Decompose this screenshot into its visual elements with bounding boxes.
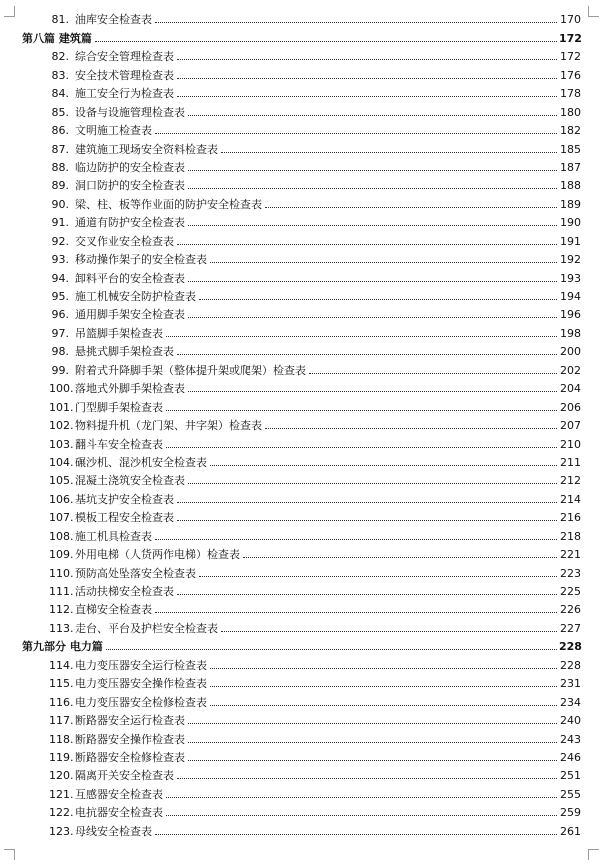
toc-entry-number: 101.: [49, 400, 74, 414]
toc-entry-title: 交叉作业安全检查表: [75, 234, 174, 248]
toc-dot-leader: [188, 723, 557, 724]
toc-entry-title: 临边防护的安全检查表: [75, 160, 185, 174]
toc-page-number: 259: [560, 806, 581, 820]
toc-entry-title: 综合安全管理检查表: [75, 50, 174, 64]
toc-page-number: 196: [560, 308, 581, 322]
toc-entry-number: 103.: [49, 437, 74, 451]
toc-page-number: 194: [560, 290, 581, 303]
toc-entry[interactable]: [22, 156, 581, 174]
toc-entry-number: 100.: [49, 382, 74, 396]
toc-dot-leader: [221, 152, 557, 153]
toc-entry-number: 85.: [51, 105, 69, 119]
toc-page-number: 221: [560, 548, 581, 562]
toc-entry[interactable]: [22, 524, 581, 542]
toc-entry-number: 83.: [51, 68, 69, 82]
toc-dot-leader: [177, 244, 557, 245]
toc-entry-title: 门型脚手架检查表: [75, 400, 163, 414]
toc-entry-number: 117.: [49, 714, 74, 728]
toc-page-number: 192: [560, 253, 581, 267]
toc-page-number: 234: [560, 695, 581, 709]
toc-entry-number: 88.: [51, 160, 69, 174]
toc-entry-title: 施工安全行为检查表: [75, 87, 174, 101]
toc-dot-leader: [265, 428, 557, 429]
toc-entry-title: 活动扶梯安全检查表: [75, 585, 174, 598]
toc-entry-number: 120.: [49, 769, 74, 783]
toc-entry-title: 梁、柱、板等作业面的防护安全检查表: [75, 197, 262, 211]
toc-page-number: 225: [560, 585, 581, 598]
toc-entry[interactable]: [22, 321, 581, 339]
toc-entry-number: 106.: [49, 492, 74, 506]
toc-entry-title: 移动操作架子的安全检查表: [75, 253, 207, 267]
toc-entry[interactable]: [22, 248, 581, 266]
toc-entry-title: 洞口防护的安全检查表: [75, 179, 185, 193]
toc-entry-title: 外用电梯（人货两作电梯）检查表: [75, 548, 240, 562]
toc-page-number: 216: [560, 511, 581, 525]
toc-entry[interactable]: [22, 340, 581, 358]
toc-entry-number: 91.: [51, 216, 69, 230]
toc-page-number: 182: [560, 124, 581, 138]
toc-dot-leader: [188, 188, 557, 189]
toc-entry-number: 104.: [49, 455, 74, 469]
toc-dot-leader: [199, 576, 557, 577]
toc-entry[interactable]: [22, 414, 581, 432]
toc-dot-leader: [210, 705, 557, 706]
toc-entry-number: 95.: [51, 290, 69, 303]
toc-entry-number: 93.: [51, 253, 69, 267]
toc-entry-number: 111.: [49, 585, 74, 598]
toc-dot-leader: [166, 336, 557, 337]
toc-entry-number: 121.: [49, 787, 74, 801]
toc-entry-number: 102.: [49, 419, 74, 433]
toc-entry[interactable]: [22, 598, 581, 616]
page-corner-mark-bottom-right: [588, 849, 599, 860]
table-of-contents: [22, 8, 581, 838]
toc-dot-leader: [166, 410, 557, 411]
toc-entry[interactable]: [22, 63, 581, 81]
toc-page-number: 218: [560, 529, 581, 543]
toc-entry-number: 109.: [49, 548, 74, 562]
toc-entry[interactable]: [22, 782, 581, 800]
toc-dot-leader: [210, 668, 557, 669]
toc-dot-leader: [106, 649, 557, 650]
toc-entry[interactable]: [22, 82, 581, 100]
toc-page-number: 228: [560, 658, 581, 672]
toc-section-title: 第八篇 建筑篇: [22, 31, 92, 45]
toc-entry-number: 107.: [49, 511, 74, 525]
toc-entry-number: 92.: [51, 234, 69, 248]
toc-entry-number: 114.: [49, 658, 74, 672]
toc-entry-title: 电抗器安全检查表: [75, 806, 163, 820]
toc-entry-number: 87.: [51, 142, 69, 156]
toc-dot-leader: [177, 59, 557, 60]
toc-entry[interactable]: [22, 801, 581, 819]
toc-entry[interactable]: [22, 580, 581, 598]
toc-dot-leader: [188, 225, 557, 226]
toc-dot-leader: [155, 612, 557, 613]
toc-dot-leader: [188, 742, 557, 743]
toc-entry-title: 附着式升降脚手架（整体提升架或爬架）检查表: [75, 363, 306, 377]
toc-entry[interactable]: [22, 819, 581, 837]
toc-entry-title: 油库安全检查表: [75, 13, 152, 27]
toc-entry[interactable]: [22, 192, 581, 210]
toc-entry-number: 119.: [49, 750, 74, 764]
toc-entry[interactable]: [22, 432, 581, 450]
toc-page-number: 193: [560, 271, 581, 285]
toc-entry-number: 123.: [49, 824, 74, 838]
toc-page-number: 207: [560, 419, 581, 433]
toc-entry[interactable]: [22, 137, 581, 155]
toc-entry-number: 86.: [51, 124, 69, 138]
toc-entry[interactable]: [22, 285, 581, 303]
toc-page-number: 240: [560, 714, 581, 728]
toc-page-number: 178: [560, 87, 581, 101]
toc-entry-title: 基坑支护安全检查表: [75, 492, 174, 506]
toc-entry[interactable]: [22, 266, 581, 284]
toc-entry[interactable]: [22, 690, 581, 708]
toc-page-number: 261: [560, 824, 581, 838]
toc-page-number: 172: [559, 31, 582, 45]
toc-entry-number: 81.: [51, 13, 69, 27]
toc-dot-leader: [221, 631, 557, 632]
toc-page-number: 211: [560, 455, 581, 469]
toc-dot-leader: [210, 686, 557, 687]
toc-page-number: 212: [560, 474, 581, 488]
toc-dot-leader: [210, 465, 557, 466]
toc-entry-title: 碾沙机、混沙机安全检查表: [75, 455, 207, 469]
toc-entry-title: 电力变压器安全运行检查表: [75, 658, 207, 672]
toc-entry-number: 90.: [51, 197, 69, 211]
toc-entry[interactable]: [22, 561, 581, 579]
toc-page-number: 189: [560, 197, 581, 211]
toc-page-number: 255: [560, 787, 581, 801]
toc-dot-leader: [188, 483, 557, 484]
toc-dot-leader: [210, 262, 557, 263]
toc-page-number: 202: [560, 363, 581, 377]
toc-page-number: 185: [560, 142, 581, 156]
toc-dot-leader: [166, 797, 557, 798]
toc-section-heading[interactable]: [22, 635, 581, 653]
toc-dot-leader: [95, 41, 557, 42]
toc-entry-title: 悬挑式脚手架检查表: [75, 345, 174, 359]
toc-entry-title: 建筑施工现场安全资料检查表: [75, 142, 218, 156]
toc-dot-leader: [177, 520, 557, 521]
toc-entry[interactable]: [22, 727, 581, 745]
toc-dot-leader: [177, 78, 557, 79]
toc-entry[interactable]: [22, 303, 581, 321]
toc-section-heading[interactable]: [22, 26, 581, 44]
toc-dot-leader: [177, 354, 557, 355]
toc-entry-title: 安全技术管理检查表: [75, 68, 174, 82]
toc-entry-number: 94.: [51, 271, 69, 285]
toc-dot-leader: [177, 96, 557, 97]
toc-dot-leader: [188, 281, 557, 282]
toc-entry[interactable]: [22, 487, 581, 505]
toc-entry[interactable]: [22, 8, 581, 26]
toc-entry-title: 翻斗车安全检查表: [75, 437, 163, 451]
toc-page-number: 170: [560, 13, 581, 27]
toc-entry[interactable]: [22, 709, 581, 727]
toc-entry[interactable]: [22, 764, 581, 782]
toc-entry-number: 89.: [51, 179, 69, 193]
toc-entry[interactable]: [22, 653, 581, 671]
toc-dot-leader: [155, 22, 557, 23]
toc-page-number: 198: [560, 326, 581, 340]
toc-entry-title: 母线安全检查表: [75, 824, 152, 838]
toc-entry-title: 断路器安全检修检查表: [75, 750, 185, 764]
toc-dot-leader: [177, 778, 557, 779]
toc-dot-leader: [188, 760, 557, 761]
toc-entry-title: 吊篮脚手架检查表: [75, 326, 163, 340]
toc-entry[interactable]: [22, 174, 581, 192]
toc-page-number: 172: [560, 50, 581, 64]
toc-entry-number: 99.: [51, 363, 69, 377]
toc-entry-title: 断路器安全运行检查表: [75, 714, 185, 728]
toc-dot-leader: [199, 299, 557, 300]
toc-entry[interactable]: [22, 377, 581, 395]
toc-entry-number: 122.: [49, 806, 74, 820]
toc-page-number: 251: [560, 769, 581, 783]
toc-entry-title: 文明施工检查表: [75, 124, 152, 138]
toc-entry-number: 96.: [51, 308, 69, 322]
toc-entry[interactable]: [22, 358, 581, 376]
toc-entry-title: 施工机具检查表: [75, 529, 152, 543]
toc-dot-leader: [188, 317, 557, 318]
toc-dot-leader: [177, 502, 557, 503]
toc-entry-number: 115.: [49, 677, 74, 691]
toc-entry[interactable]: [22, 506, 581, 524]
toc-page-number: 243: [560, 732, 581, 746]
toc-dot-leader: [155, 133, 557, 134]
toc-entry[interactable]: [22, 451, 581, 469]
toc-entry-number: 118.: [49, 732, 74, 746]
toc-entry-number: 110.: [49, 566, 74, 580]
toc-entry-number: 112.: [49, 603, 74, 617]
toc-dot-leader: [309, 373, 557, 374]
toc-entry-title: 互感器安全检查表: [75, 787, 163, 801]
toc-entry-number: 116.: [49, 695, 74, 709]
toc-entry[interactable]: [22, 119, 581, 137]
page-corner-mark-top-right: [588, 6, 599, 17]
toc-entry[interactable]: [22, 100, 581, 118]
toc-entry-title: 施工机械安全防护检查表: [75, 290, 196, 303]
toc-page-number: 191: [560, 234, 581, 248]
toc-dot-leader: [155, 834, 557, 835]
toc-entry-number: 108.: [49, 529, 74, 543]
toc-dot-leader: [265, 207, 557, 208]
toc-entry-number: 105.: [49, 474, 74, 488]
toc-entry[interactable]: [22, 746, 581, 764]
toc-page-number: 231: [560, 677, 581, 691]
toc-entry-title: 通道有防护安全检查表: [75, 216, 185, 230]
toc-page-number: 176: [560, 68, 581, 82]
toc-entry-title: 电力变压器安全操作检查表: [75, 677, 207, 691]
toc-entry-title: 混凝土浇筑安全检查表: [75, 474, 185, 488]
toc-entry-title: 直梯安全检查表: [75, 603, 152, 617]
toc-page-number: 214: [560, 492, 581, 506]
toc-page-number: 246: [560, 750, 581, 764]
toc-section-title: 第九部分 电力篇: [22, 640, 103, 654]
toc-dot-leader: [243, 557, 557, 558]
toc-entry-title: 模板工程安全检查表: [75, 511, 174, 525]
toc-entry-title: 预防高处坠落安全检查表: [75, 566, 196, 580]
toc-entry-title: 落地式外脚手架检查表: [75, 382, 185, 396]
toc-entry-title: 设备与设施管理检查表: [75, 105, 185, 119]
toc-page-number: 228: [559, 640, 582, 654]
toc-entry-number: 82.: [51, 50, 69, 64]
toc-entry-title: 电力变压器安全检修检查表: [75, 695, 207, 709]
toc-entry[interactable]: [22, 45, 581, 63]
toc-page-number: 210: [560, 437, 581, 451]
toc-dot-leader: [188, 115, 557, 116]
toc-entry-title: 通用脚手架安全检查表: [75, 308, 185, 322]
toc-page-number: 204: [560, 382, 581, 396]
toc-page-number: 180: [560, 105, 581, 119]
toc-entry[interactable]: [22, 543, 581, 561]
toc-entry-number: 97.: [51, 326, 69, 340]
toc-dot-leader: [188, 170, 557, 171]
toc-entry-number: 98.: [51, 345, 69, 359]
toc-entry[interactable]: [22, 229, 581, 247]
toc-page-number: 206: [560, 400, 581, 414]
toc-dot-leader: [166, 815, 557, 816]
toc-entry-title: 隔离开关安全检查表: [75, 769, 174, 783]
toc-entry[interactable]: [22, 469, 581, 487]
toc-entry-title: 物料提升机（龙门架、井字架）检查表: [75, 419, 262, 433]
toc-page-number: 190: [560, 216, 581, 230]
toc-dot-leader: [166, 447, 557, 448]
toc-dot-leader: [177, 594, 557, 595]
toc-entry[interactable]: [22, 672, 581, 690]
toc-page-number: 187: [560, 160, 581, 174]
toc-entry-title: 走台、平台及护栏安全检查表: [75, 621, 218, 635]
toc-page-number: 227: [560, 621, 581, 635]
toc-page-number: 200: [560, 345, 581, 359]
toc-entry-title: 卸料平台的安全检查表: [75, 271, 185, 285]
toc-entry-number: 84.: [51, 87, 69, 101]
toc-entry[interactable]: [22, 211, 581, 229]
toc-dot-leader: [188, 391, 557, 392]
toc-entry[interactable]: [22, 395, 581, 413]
toc-page-number: 188: [560, 179, 581, 193]
toc-dot-leader: [155, 539, 557, 540]
toc-page-number: 226: [560, 603, 581, 617]
toc-entry[interactable]: [22, 616, 581, 634]
toc-entry-number: 113.: [49, 621, 74, 635]
page-corner-mark-bottom-left: [4, 849, 15, 860]
toc-entry-title: 断路器安全操作检查表: [75, 732, 185, 746]
toc-page-number: 223: [560, 566, 581, 580]
page-corner-mark-top-left: [4, 6, 15, 17]
